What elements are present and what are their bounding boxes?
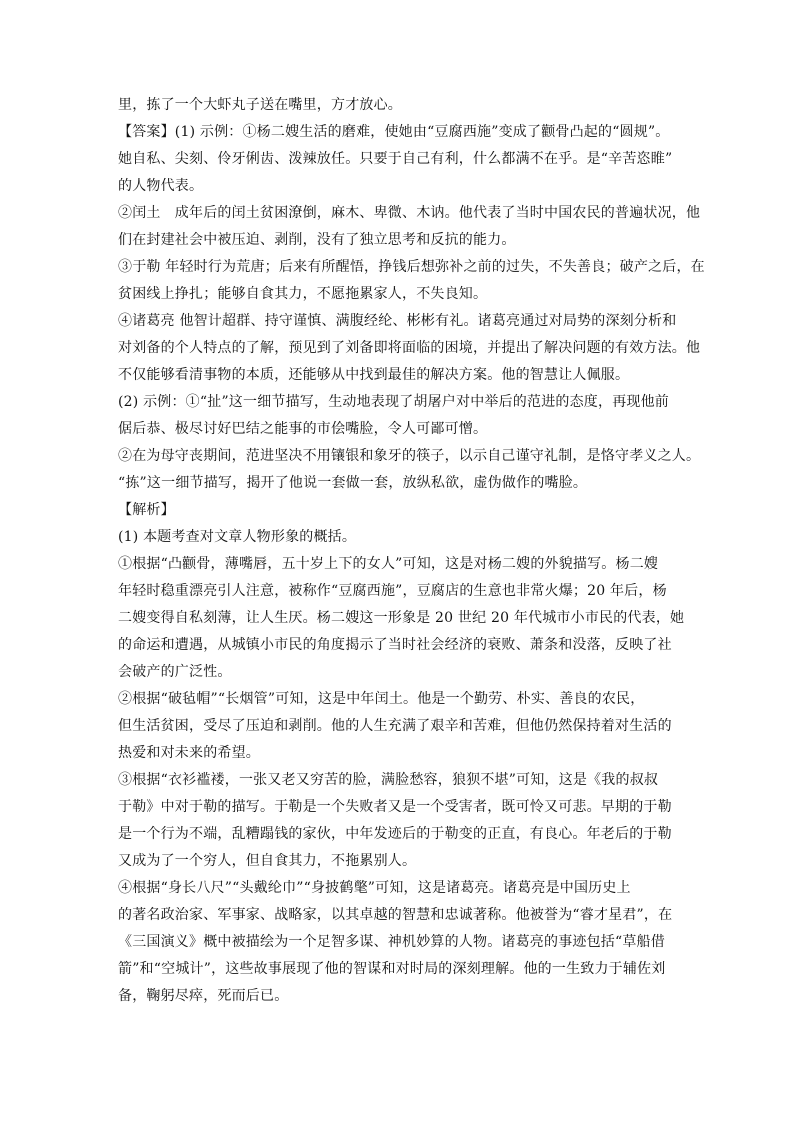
text-line: 《三国演义》概中被描绘为一个足智多谋、神机妙算的人物。诸葛亮的事迹包括“草船借 — [118, 934, 665, 950]
text-line: 又成为了一个穷人，但自食其力，不拖累别人。 — [118, 853, 417, 869]
text-line: ①根据“凸颧骨，薄嘴唇，五十岁上下的女人”可知，这是对杨二嫂的外貌描写。杨二嫂 — [118, 556, 659, 572]
text-line: ②闰土 成年后的闰土贫困潦倒，麻木、卑微、木讷。他代表了当时中国农民的普遍状况，他 — [118, 205, 701, 221]
text-line: 倨后恭、极尽讨好巴结之能事的市侩嘴脸，令人可鄙可憎。 — [118, 421, 488, 437]
text-line: 的命运和遭遇，从城镇小市民的角度揭示了当时社会经济的衰败、萧条和没落，反映了社 — [118, 637, 672, 653]
text-line: 是一个行为不端，乱糟蹋钱的家伙，中年发迹后的于勒变的正直，有良心。年老后的于勒 — [118, 826, 672, 842]
text-line: 的人物代表。 — [118, 178, 204, 194]
text-line: ②根据“破毡帽”“长烟管”可知，这是中年闰土。他是一个勤劳、朴实、善良的农民， — [118, 691, 645, 707]
text-line: 她自私、尖刻、伶牙俐齿、泼辣放任。只要于自己有利，什么都满不在乎。是“辛苦恣睢” — [118, 151, 673, 167]
text-line: 不仅能够看清事物的本质，还能够从中找到最佳的解决方案。他的智慧让人佩服。 — [118, 367, 630, 383]
text-line: 热爱和对未来的希望。 — [118, 745, 260, 761]
text-line: 会破产的广泛性。 — [118, 664, 232, 680]
document-page — [118, 92, 705, 1010]
text-line: 们在封建社会中被压迫、剥削，没有了独立思考和反抗的能力。 — [118, 232, 516, 248]
answer-line: 【答案】(1) 示例：①杨二嫂生活的磨难，使她由“豆腐西施”变成了颧骨凸起的“圆规”。 — [118, 124, 670, 140]
text-line: “拣”这一细节描写，揭开了他说一套做一套，放纵私欲，虚伪做作的嘴脸。 — [118, 475, 588, 491]
text-line: 里，拣了一个大虾丸子送在嘴里，方才放心。 — [118, 97, 402, 113]
analysis-heading: 【解析】 — [118, 502, 175, 518]
text-line: ②在为母守丧期间，范进坚决不用镶银和象牙的筷子，以示自己谨守礼制，是恪守孝义之人。 — [118, 448, 701, 464]
text-line: ③根据“衣衫褴褛，一张又老又穷苦的脸，满脸愁容，狼狈不堪”可知，这是《我的叔叔 — [118, 772, 659, 788]
text-line: 于勒》中对于勒的描写。于勒是一个失败者又是一个受害者，既可怜又可悲。早期的于勒 — [118, 799, 672, 815]
text-line: 年轻时稳重漂亮引人注意，被称作“豆腐西施”，豆腐店的生意也非常火爆；20 年后，杨 — [118, 583, 667, 599]
text-line: (1) 本题考查对文章人物形象的概括。 — [118, 529, 357, 545]
text-line: (2) 示例：①“扯”这一细节描写，生动地表现了胡屠户对中举后的范进的态度，再现他前 — [118, 394, 669, 410]
text-line: 箭”和“空城计”，这些故事展现了他的智谋和对时局的深刻理解。他的一生致力于辅佐刘 — [118, 961, 666, 977]
text-line: ③于勒 年轻时行为荒唐；后来有所醒悟，挣钱后想弥补之前的过失，不失善良；破产之后，在 — [118, 259, 705, 275]
text-line: ④诸葛亮 他智计超群、持守谨慎、满腹经纶、彬彬有礼。诸葛亮通过对局势的深刻分析和 — [118, 313, 677, 329]
text-line: 但生活贫困，受尽了压迫和剥削。他的人生充满了艰辛和苦难，但他仍然保持着对生活的 — [118, 718, 672, 734]
text-line: 贫困线上挣扎；能够自食其力，不愿拖累家人，不失良知。 — [118, 286, 488, 302]
text-line: ④根据“身长八尺”“头戴纶巾”“身披鹤氅”可知，这是诸葛亮。诸葛亮是中国历史上 — [118, 880, 631, 896]
text-line: 备，鞠躬尽瘁，死而后已。 — [118, 988, 289, 1004]
text-line: 的著名政治家、军事家、战略家，以其卓越的智慧和忠诚著称。他被誉为“睿才星君”，在 — [118, 907, 673, 923]
text-line: 对刘备的个人特点的了解，预见到了刘备即将面临的困境，并提出了解决问题的有效方法。他 — [118, 340, 701, 356]
text-line: 二嫂变得自私刻薄，让人生厌。杨二嫂这一形象是 20 世纪 20 年代城市小市民的代表，她 — [118, 610, 685, 626]
